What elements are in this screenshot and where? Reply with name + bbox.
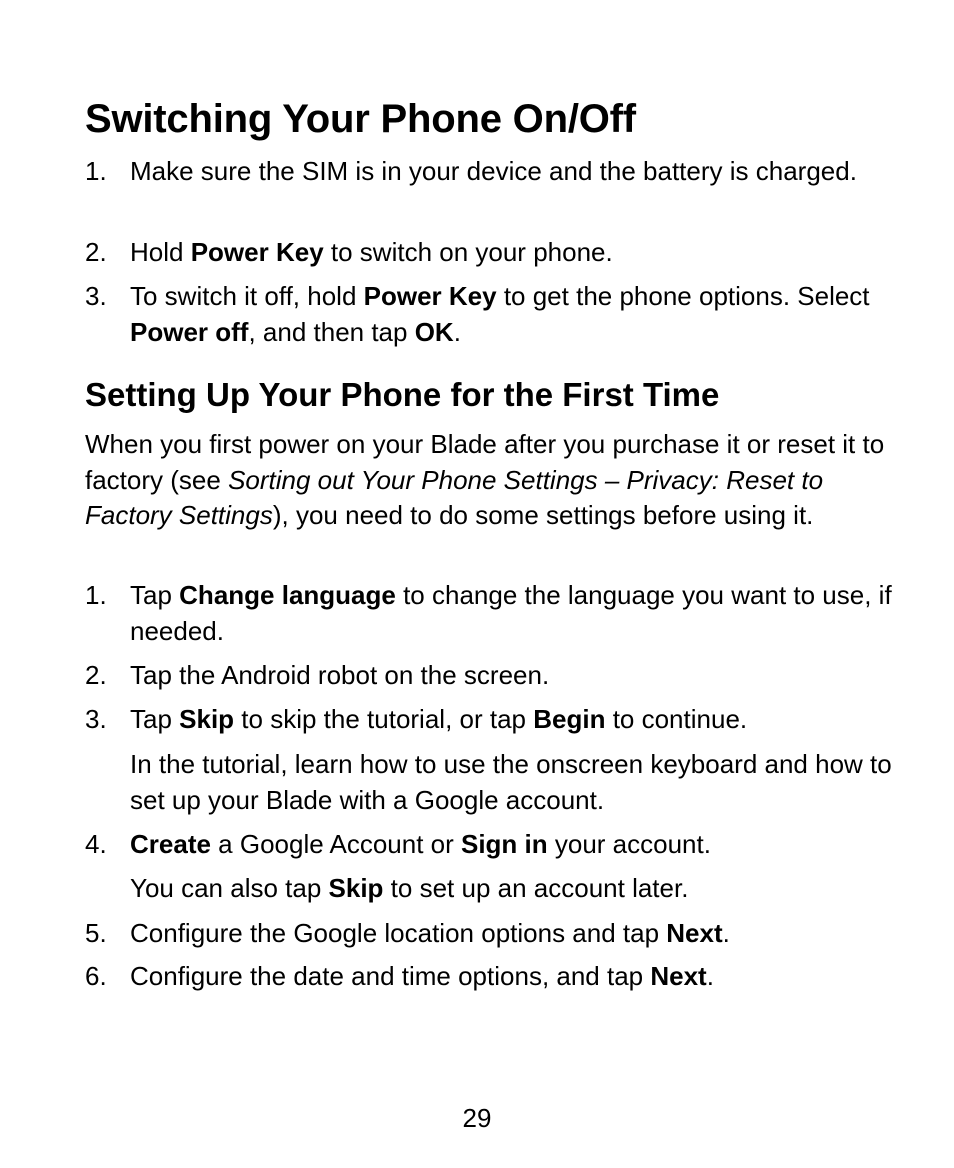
list-item: 2. Tap the Android robot on the screen. xyxy=(85,660,550,690)
list-item: 1. Tap Change language to change the language you want to use, if needed. xyxy=(85,580,892,646)
step-note: You can also tap Skip to set up an account later. xyxy=(130,873,689,903)
list-item: 3. To switch it off, hold Power Key to get the phone options. Select Power off, and then tap OK. xyxy=(85,281,870,347)
page-number: 29 xyxy=(462,1103,492,1133)
step-note: In the tutorial, learn how to use the onscreen keyboard and how to set up your Blade with a Google account. xyxy=(130,749,892,815)
list-item: 1. Make sure the SIM is in your device and the battery is charged. xyxy=(85,156,857,186)
section-title-setup: Setting Up Your Phone for the First Time xyxy=(85,376,720,413)
intro-paragraph: When you first power on your Blade after you purchase it or reset it to factory (see Sorting out Your Phone Settings – Privacy: Reset to Factory Settings), you need to do some settings before using it. xyxy=(85,429,885,530)
list-item: 3. Tap Skip to skip the tutorial, or tap Begin to continue. xyxy=(85,704,748,734)
list-item: 2. Hold Power Key to switch on your phone. xyxy=(85,237,613,267)
list-item: 4. Create a Google Account or Sign in your account. xyxy=(85,829,711,859)
list-item: 5. Configure the Google location options and tap Next. xyxy=(85,918,730,948)
section-title-switching: Switching Your Phone On/Off xyxy=(85,97,636,141)
list-item: 6. Configure the date and time options, and tap Next. xyxy=(85,961,714,991)
